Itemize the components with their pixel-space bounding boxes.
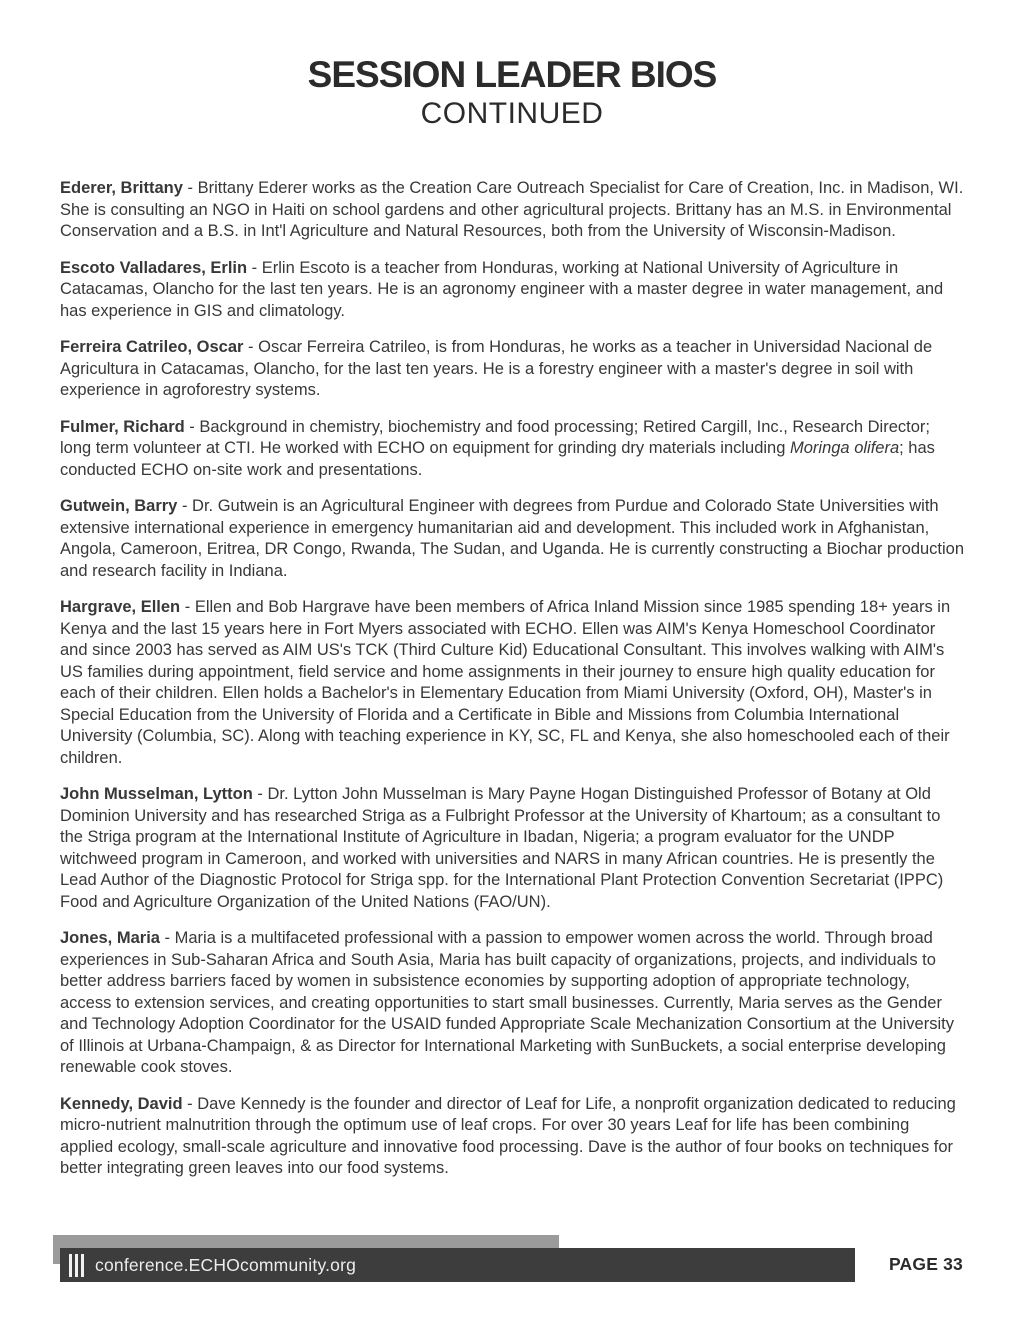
bio-person-name: Fulmer, Richard: [60, 417, 185, 436]
bio-paragraph: John Musselman, Lytton - Dr. Lytton John Musselman is Mary Payne Hogan Distinguished Professor of Botany at Old Dominion University and has researched Striga as a Fulbright Professor at the University of Khartoum; as a consultant to the Striga program at the International Institute of Agriculture in Ibadan, Nigeria; a program evaluator for the UNDP witchweed program in Cameroon, and worked with universities and NARS in many African countries. He is presently the Lead Author of the Diagnostic Protocol for Striga spp. for the International Plant Protection Convention Secretariat (IPPC) Food and Agriculture Organization of the United Nations (FAO/UN).: [60, 785, 944, 911]
bio-text: Background in chemistry, biochemistry and food processing; Retired Cargill, Inc., Research Director; long term volunteer at CTI. He worked with ECHO on equipment for grinding dry materials including: [60, 417, 930, 457]
title-block: [0, 0, 1024, 132]
bio-text-italic: Moringa olifera: [790, 439, 900, 457]
bar-glyph: [75, 1254, 78, 1277]
bio-text: Dr. Lytton John Musselman is Mary Payne Hogan Distinguished Professor of Botany at Old Dominion University and has researched Striga as a Fulbright Professor at the University of Khartoum; as a consultant to the Striga program at the International Institute of Agriculture in Ibadan, Nigeria; a program evaluator for the UNDP witchweed program in Cameroon, and worked with universities and NARS in many African countries. He is presently the Lead Author of the Diagnostic Protocol for Striga spp. for the International Plant Protection Convention Secretariat (IPPC) Food and Agriculture Organization of the United Nations (FAO/UN).: [60, 785, 944, 911]
bio-person-name: Escoto Valladares, Erlin: [60, 258, 248, 277]
bio-person-name: Ederer, Brittany: [60, 179, 183, 197]
footer-website-url: conference.ECHOcommunity.org: [95, 1254, 357, 1275]
bio-text: Maria is a multifaceted professional with a passion to empower women across the world. Through broad experiences in Sub-Saharan Africa and South Asia, Maria has built capacity of organizations, projects, and individuals to better address barriers faced by women in subsistence economies by supporting adoption of appropriate technology, access to extension services, and creating opportunities to start small businesses. Currently, Maria serves as the Gender and Technology Adoption Coordinator for the USAID funded Appropriate Scale Mechanization Consortium at the University of Illinois at Urbana-Champaign, & as Director for International Marketing with SunBuckets, a social enterprise developing renewable cook stoves.: [60, 929, 954, 1076]
bios-list: [60, 178, 965, 1195]
bio-person-name: Kennedy, David: [60, 1094, 183, 1113]
bio-text: Ellen and Bob Hargrave have been members of Africa Inland Mission since 1985 spending 18+ years in Kenya and the last 15 years here in Fort Myers associated with ECHO. Ellen was AIM's Kenya Homeschool Coordinator and since 2003 has served as AIM US's TCK (Third Culture Kid) Educational Consultant. This involves walking with AIM's US families during appointment, field service and home assignments in their journey to ensure high quality education for each of their children. Ellen holds a Bachelor's in Elementary Education from Miami University (Oxford, OH), Master's in Special Education from the University of Florida and a Certificate in Bible and Missions from Columbia International University (Columbia, SC). Along with teaching experience in KY, SC, FL and Kenya, she also homeschooled each of their children.: [60, 598, 951, 767]
bio-text: Brittany Ederer works as the Creation Care Outreach Specialist for Care of Creation, Inc. in Madison, WI. She is consulting an NGO in Haiti on school gardens and other agricultural projects. Brittany has an M.S. in Environmental Conservation and a B.S. in Int'l Agriculture and Natural Resources, both from the University of Wisconsin-Madison.: [60, 179, 964, 240]
bio-paragraph: Escoto Valladares, Erlin - Erlin Escoto is a teacher from Honduras, working at National University of Agriculture in Catacamas, Olancho for the last ten years. He is an agronomy engineer with a master degree in water management, and has experience in GIS and climatology.: [60, 258, 944, 320]
bio-paragraph: Gutwein, Barry - Dr. Gutwein is an Agricultural Engineer with degrees from Purdue and Colorado State Universities with extensive international experience in emergency humanitarian aid and development. This included work in Afghanistan, Angola, Cameroon, Eritrea, DR Congo, Rwanda, The Sudan, and Uganda. He is currently constructing a Biochar production and research facility in Indiana.: [60, 497, 965, 580]
bio-text: Oscar Ferreira Catrileo, is from Honduras, he works as a teacher in Universidad Nacional de Agricultura in Catacamas, Olancho, for the last ten years. He is a forestry engineer with a master's degree in soil with experience in agroforestry systems.: [60, 338, 933, 399]
footer-bar: [60, 1248, 855, 1282]
bio-person-name: Ferreira Catrileo, Oscar: [60, 338, 244, 356]
bio-paragraph: Ferreira Catrileo, Oscar - Oscar Ferreira Catrileo, is from Honduras, he works as a teacher in Universidad Nacional de Agricultura in Catacamas, Olancho, for the last ten years. He is a forestry engineer with a master's degree in soil with experience in agroforestry systems.: [60, 338, 933, 399]
bio-paragraph: Hargrave, Ellen - Ellen and Bob Hargrave have been members of Africa Inland Mission since 1985 spending 18+ years in Kenya and the last 15 years here in Fort Myers associated with ECHO. Ellen was AIM's Kenya Homeschool Coordinator and since 2003 has served as AIM US's TCK (Third Culture Kid) Educational Consultant. This involves walking with AIM's US families during appointment, field service and home assignments in their journey to ensure high quality education for each of their children. Ellen holds a Bachelor's in Elementary Education from Miami University (Oxford, OH), Master's in Special Education from the University of Florida and a Certificate in Bible and Missions from Columbia International University (Columbia, SC). Along with teaching experience in KY, SC, FL and Kenya, she also homeschooled each of their children.: [60, 598, 951, 767]
bio-person-name: Gutwein, Barry: [60, 497, 178, 515]
page-subtitle: CONTINUED: [420, 97, 604, 130]
bio-paragraph: Kennedy, David - Dave Kennedy is the founder and director of Leaf for Life, a nonprofit organization dedicated to reducing micro-nutrient malnutrition through the optimum use of leaf crops. For over 30 years Leaf for life has been combining applied ecology, small-scale agriculture and innovative food processing. Dave is the author of four books on techniques for better integrating green leaves into our food systems.: [60, 1094, 956, 1177]
bio-person-name: John Musselman, Lytton: [60, 785, 253, 803]
bio-paragraph: Ederer, Brittany - Brittany Ederer works as the Creation Care Outreach Specialist for Care of Creation, Inc. in Madison, WI. She is consulting an NGO in Haiti on school gardens and other agricultural projects. Brittany has an M.S. in Environmental Conservation and a B.S. in Int'l Agriculture and Natural Resources, both from the University of Wisconsin-Madison.: [60, 179, 964, 240]
bio-text: Dave Kennedy is the founder and director of Leaf for Life, a nonprofit organization dedicated to reducing micro-nutrient malnutrition through the optimum use of leaf crops. For over 30 years Leaf for life has been combining applied ecology, small-scale agriculture and innovative food processing. Dave is the author of four books on techniques for better integrating green leaves into our food systems.: [60, 1094, 956, 1177]
bio-paragraph: Fulmer, Richard - Background in chemistry, biochemistry and food processing; Retired Cargill, Inc., Research Director; long term volunteer at CTI. He worked with ECHO on equipment for grinding dry materials including Moringa olifera; has conducted ECHO on-site work and presentations.: [60, 417, 935, 479]
echo-bars-icon: [69, 1254, 84, 1277]
bio-text: Erlin Escoto is a teacher from Honduras, working at National University of Agriculture in Catacamas, Olancho for the last ten years. He is an agronomy engineer with a master degree in water management, and has experience in GIS and climatology.: [60, 258, 944, 320]
page-number: PAGE 33: [888, 1254, 963, 1274]
bio-paragraph: Jones, Maria - Maria is a multifaceted professional with a passion to empower women across the world. Through broad experiences in Sub-Saharan Africa and South Asia, Maria has built capacity of organizations, projects, and individuals to better address barriers faced by women in subsistence economies by supporting adoption of appropriate technology, access to extension services, and creating opportunities to start small businesses. Currently, Maria serves as the Gender and Technology Adoption Coordinator for the USAID funded Appropriate Scale Mechanization Consortium at the University of Illinois at Urbana-Champaign, & as Director for International Marketing with SunBuckets, a social enterprise developing renewable cook stoves.: [60, 929, 954, 1076]
bio-person-name: Hargrave, Ellen: [60, 598, 181, 616]
bio-text: ; has conducted ECHO on-site work and presentations.: [60, 439, 935, 479]
page-title: SESSION LEADER BIOS: [307, 54, 717, 95]
bar-glyph: [81, 1254, 84, 1277]
bio-person-name: Jones, Maria: [60, 929, 160, 947]
bio-text: Dr. Gutwein is an Agricultural Engineer with degrees from Purdue and Colorado State Universities with extensive international experience in emergency humanitarian aid and development. This included work in Afghanistan, Angola, Cameroon, Eritrea, DR Congo, Rwanda, The Sudan, and Uganda. He is currently constructing a Biochar production and research facility in Indiana.: [60, 497, 965, 580]
bar-glyph: [69, 1254, 72, 1277]
